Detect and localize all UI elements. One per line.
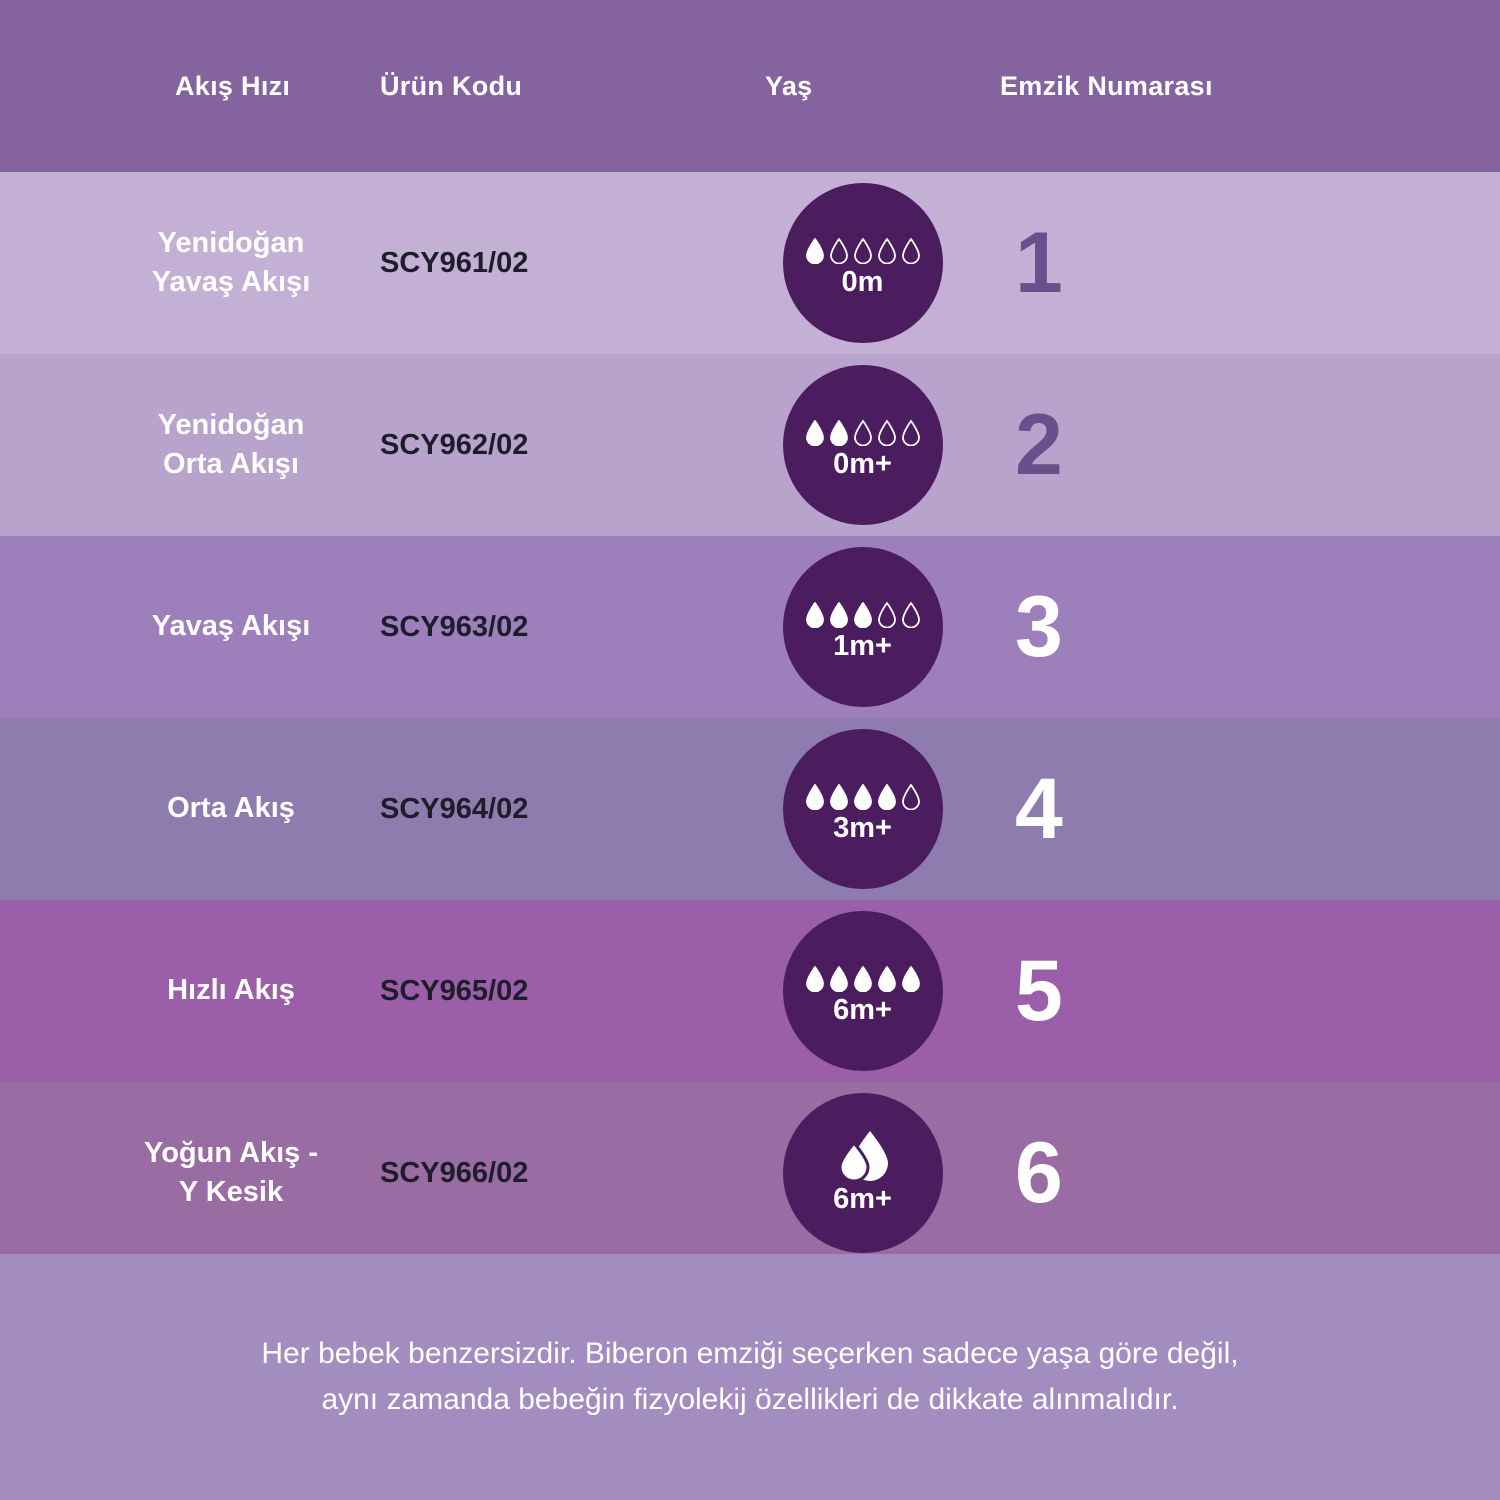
cell-nipple-number: 2	[1015, 397, 1063, 493]
age-label: 3m+	[833, 811, 892, 844]
y-cut-drop-icon	[832, 1133, 894, 1181]
table-row	[0, 536, 1500, 718]
header-product-code: Ürün Kodu	[380, 70, 523, 101]
cell-flow-rate	[0, 789, 380, 828]
table-row	[0, 354, 1500, 536]
flow-label-line-1: Hızlı Akış	[167, 974, 295, 1007]
footer-line-2: aynı zamanda bebeğin fizyolekij özellikleri de dikkate alınmalıdır.	[321, 1383, 1179, 1416]
cell-flow-rate	[0, 971, 380, 1010]
header-flow-rate: Akış Hızı	[175, 70, 291, 101]
flow-label-line-2: Orta Akışı	[163, 448, 299, 480]
cell-product-code: SCY965/02	[380, 974, 529, 1007]
header-nipple-number: Emzik Numarası	[1000, 70, 1213, 101]
footer-note	[0, 1254, 1500, 1500]
flow-label-line-1: Yenidoğan	[157, 226, 305, 259]
cell-nipple-number: 4	[1015, 761, 1063, 857]
age-label: 6m+	[833, 993, 892, 1026]
flow-label-line-1: Yoğun Akış -	[144, 1136, 318, 1169]
age-label: 1m+	[833, 629, 892, 662]
age-badge	[783, 911, 943, 1071]
cell-age	[765, 183, 960, 343]
age-badge	[783, 729, 943, 889]
flow-label-line-2: Yavaş Akışı	[151, 266, 311, 298]
cell-nipple-number: 3	[1015, 579, 1063, 675]
table-row	[0, 900, 1500, 1082]
cell-age	[765, 547, 960, 707]
age-badge	[783, 1093, 943, 1253]
cell-product-code: SCY962/02	[380, 428, 529, 461]
cell-age	[765, 729, 960, 889]
age-label: 0m	[841, 265, 884, 298]
age-badge	[783, 547, 943, 707]
table-row	[0, 718, 1500, 900]
footer-line-1: Her bebek benzersizdir. Biberon emziği seçerken sadece yaşa göre değil,	[261, 1336, 1239, 1370]
cell-age	[765, 911, 960, 1071]
cell-product-code: SCY961/02	[380, 246, 529, 279]
cell-nipple-number: 1	[1015, 215, 1063, 311]
flow-drops-icon	[805, 594, 921, 628]
age-label: 0m+	[833, 447, 892, 480]
cell-age	[765, 365, 960, 525]
table-row	[0, 1082, 1500, 1264]
flow-label-line-1: Yavaş Akışı	[151, 610, 311, 643]
table-header	[0, 0, 1500, 172]
cell-age	[765, 1093, 960, 1253]
flow-label-line-2: Y Kesik	[178, 1176, 284, 1208]
flow-drops-icon	[805, 958, 921, 992]
flow-drops-icon	[805, 412, 921, 446]
flow-drops-icon	[805, 776, 921, 810]
age-badge	[783, 183, 943, 343]
cell-flow-rate	[0, 406, 380, 484]
table-body	[0, 172, 1500, 1264]
age-label: 6m+	[833, 1182, 892, 1215]
cell-product-code: SCY966/02	[380, 1156, 529, 1189]
flow-drops-icon	[805, 230, 921, 264]
table-row	[0, 172, 1500, 354]
cell-flow-rate	[0, 224, 380, 302]
cell-product-code: SCY963/02	[380, 610, 529, 643]
header-age: Yaş	[765, 70, 813, 101]
flow-label-line-1: Yenidoğan	[157, 408, 305, 441]
cell-flow-rate	[0, 607, 380, 646]
cell-nipple-number: 6	[1015, 1125, 1063, 1221]
flow-label-line-1: Orta Akış	[167, 792, 295, 825]
age-badge	[783, 365, 943, 525]
cell-flow-rate	[0, 1134, 380, 1212]
cell-nipple-number: 5	[1015, 943, 1063, 1039]
cell-product-code: SCY964/02	[380, 792, 529, 825]
